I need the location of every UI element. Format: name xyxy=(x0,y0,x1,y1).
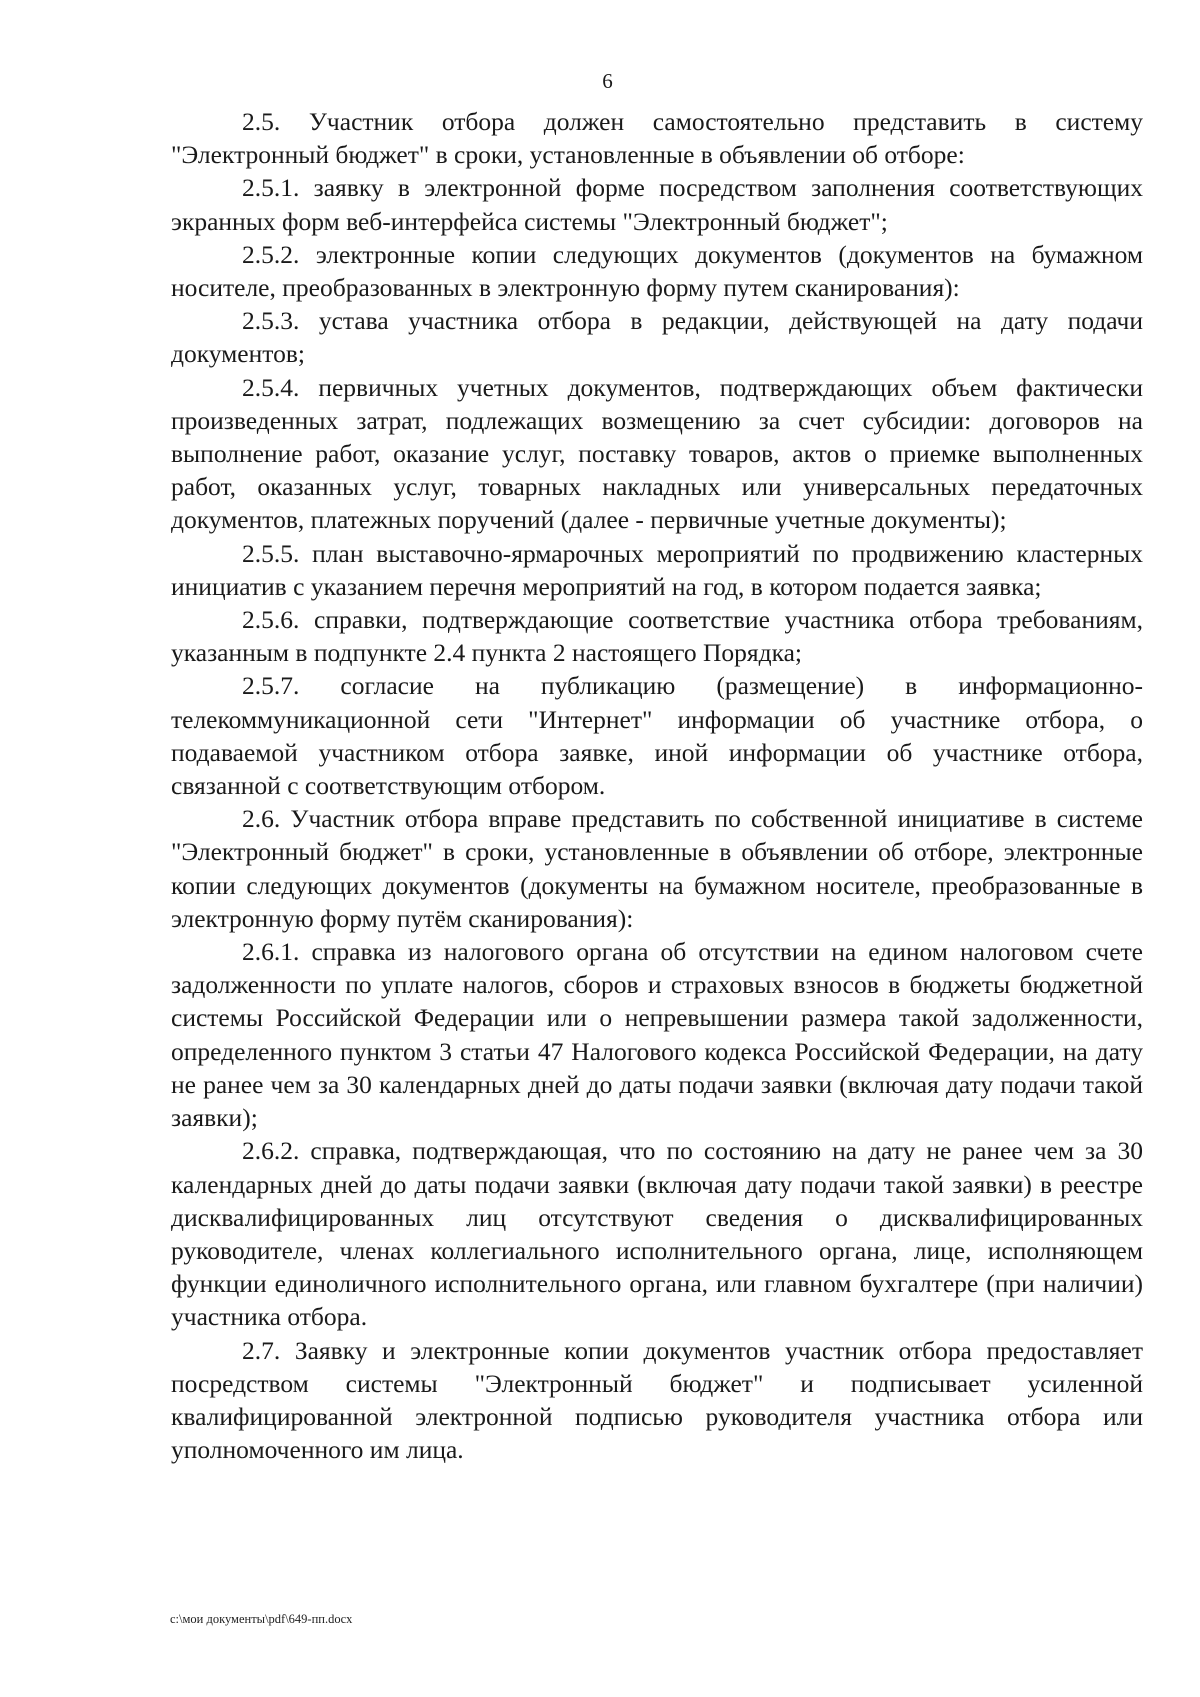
paragraph-2-6: 2.6. Участник отбора вправе представить по собственной инициативе в системе "Электронный бюджет" в сроки, установленные в объявлении об отборе, электронные копии следующих документов (документы на бумажном носителе, преобразованные в электронную форму путём сканирования): xyxy=(171,804,1143,933)
paragraph-2-6-2: 2.6.2. справка, подтверждающая, что по состоянию на дату не ранее чем за 30 календарных дней до даты подачи заявки (включая дату подачи такой заявки) в реестре дисквалифицированных лиц отсутствуют сведения о дисквалифицированных руководителе, членах коллегиального исполнительного органа, лице, исполняющем функции единоличного исполнительного органа, или главном бухгалтере (при наличии) участника отбора. xyxy=(171,1136,1143,1332)
paragraph-2-6-1: 2.6.1. справка из налогового органа об отсутствии на едином налоговом счете задолженности по уплате налогов, сборов и страховых взносов в бюджеты бюджетной системы Российской Федерации или о непревышении размера такой задолженности, определенного пунктом 3 статьи 47 Налогового кодекса Российской Федерации, на дату не ранее чем за 30 календарных дней до даты подачи заявки (включая дату подачи такой заявки); xyxy=(171,937,1143,1133)
paragraph-2-5-2: 2.5.2. электронные копии следующих документов (документов на бумажном носителе, преобразованных в электронную форму путем сканирования): xyxy=(171,239,1143,303)
paragraph-2-5-4: 2.5.4. первичных учетных документов, подтверждающих объем фактически произведенных затрат, подлежащих возмещению за счет субсидии: договоров на выполнение работ, оказание услуг, поставку товаров, актов о приемке выполненных работ, оказанных услуг, товарных накладных или универсальных передаточных документов, платежных поручений (далее - первичные учетные документы); xyxy=(171,372,1143,535)
footer-file-path: c:\мои документы\pdf\649-пп.docx xyxy=(170,1612,353,1626)
paragraph-2-5: 2.5. Участник отбора должен самостоятельно представить в систему "Электронный бюджет" в сроки, установленные в объявлении об отборе: xyxy=(171,107,1143,170)
document-body xyxy=(171,105,1143,1466)
paragraph-2-5-3: 2.5.3. устава участника отбора в редакции, действующей на дату подачи документов; xyxy=(171,306,1143,369)
paragraph-2-5-6: 2.5.6. справки, подтверждающие соответствие участника отбора требованиям, указанным в подпункте 2.4 пункта 2 настоящего Порядка; xyxy=(171,605,1143,668)
paragraph-2-7: 2.7. Заявку и электронные копии документов участник отбора предоставляет посредством системы "Электронный бюджет" и подписывает усиленной квалифицированной электронной подписью руководителя участника отбора или уполномоченного им лица. xyxy=(171,1335,1143,1465)
paragraph-2-5-7: 2.5.7. согласие на публикацию (размещение) в информационно-телекоммуникационной сети "Интернет" информации об участнике отбора, о подаваемой участником отбора заявке, иной информации об участнике отбора, связанной с соответствующим отбором. xyxy=(171,671,1143,801)
paragraph-2-5-1: 2.5.1. заявку в электронной форме посредством заполнения соответствующих экранных форм веб-интерфейса системы "Электронный бюджет"; xyxy=(171,173,1143,236)
page-number: 6 xyxy=(602,69,613,93)
paragraph-2-5-5: 2.5.5. план выставочно-ярмарочных мероприятий по продвижению кластерных инициатив с указанием перечня мероприятий на год, в котором подается заявка; xyxy=(171,538,1143,601)
